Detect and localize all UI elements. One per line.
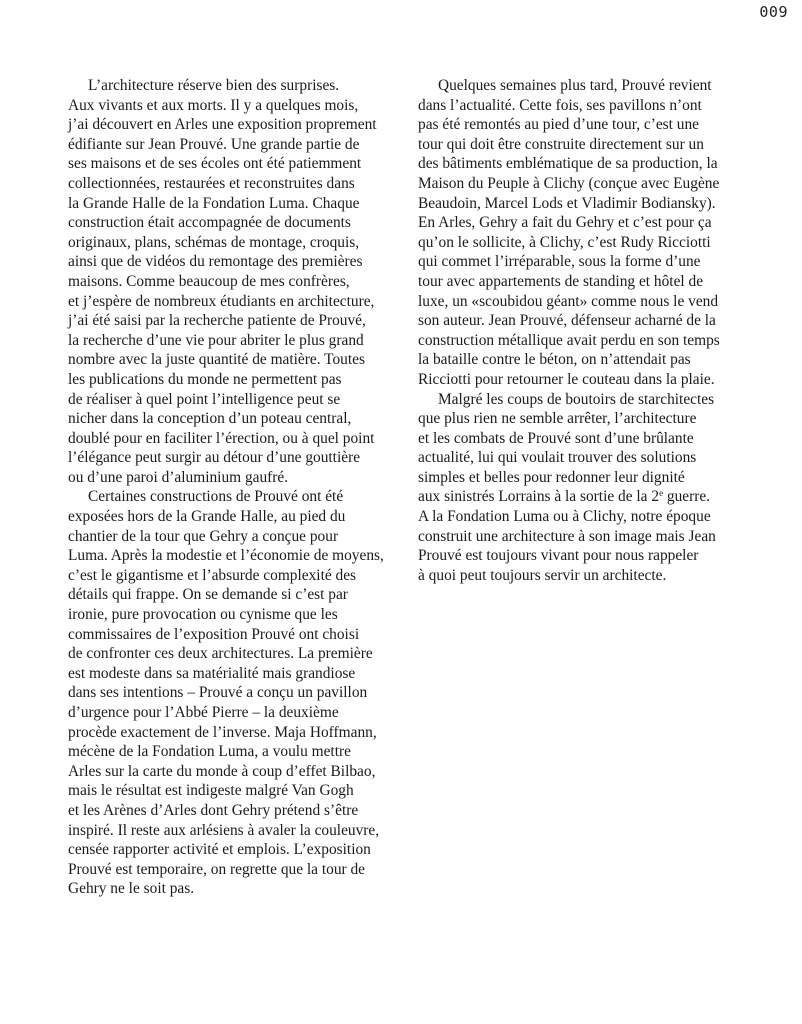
text-line: construction métallique avait perdu en son temps [418, 331, 720, 349]
text-line: est modeste dans sa matérialité mais grandiose [68, 664, 356, 682]
text-line: édifiante sur Jean Prouvé. Une grande partie de [68, 135, 360, 153]
text-line: des bâtiments emblématique de sa production, la [418, 155, 718, 173]
text-line: ou d’une paroi d’aluminium gaufré. [68, 468, 289, 486]
text-line: les publications du monde ne permettent pas [68, 370, 342, 388]
text-line: mécène de la Fondation Luma, a voulu mettre [68, 743, 351, 761]
text-line: de confronter ces deux architectures. La première [68, 645, 373, 663]
text-line: pas été remontés au pied d’une tour, c’est une [418, 116, 700, 134]
text-line: tour avec appartements de standing et hôtel de [418, 272, 704, 290]
text-line: Certaines constructions de Prouvé ont été [88, 488, 344, 506]
text-line: l’élégance peut surgir au détour d’une gouttière [68, 449, 361, 467]
text-line: Beaudoin, Marcel Lods et Vladimir Bodiansky). [418, 194, 716, 212]
superscript: e [659, 488, 664, 499]
text-line: L’architecture réserve bien des surprises. [88, 77, 340, 94]
text-line: simples et belles pour redonner leur dignité [418, 468, 685, 486]
left-text-column [68, 76, 408, 899]
text-line: inspiré. Il reste aux arlésiens à avaler la couleuvre, [68, 821, 380, 839]
text-line: et les combats de Prouvé sont d’une brûlante [418, 429, 694, 447]
text-line: son auteur. Jean Prouvé, défenseur acharné de la [418, 312, 716, 330]
text-line: la bataille contre le béton, on n’attendait pas [418, 351, 691, 369]
text-line: qui commet l’irréparable, sous la forme d’une [418, 253, 701, 271]
text-line: exposées hors de la Grande Halle, au pied du [68, 508, 346, 526]
text-line: de réaliser à quel point l’intelligence peut se [68, 390, 341, 408]
text-line: Arles sur la carte du monde à coup d’effet Bilbao, [68, 762, 376, 780]
text-line: maisons. Comme beaucoup de mes confrères, [68, 272, 350, 290]
text-line: Ricciotti pour retourner le couteau dans la plaie. [418, 370, 715, 388]
text-line: construit une architecture à son image mais Jean [418, 527, 716, 545]
text-line: la Grande Halle de la Fondation Luma. Chaque [68, 194, 360, 212]
text-line: En Arles, Gehry a fait du Gehry et c’est pour ça [418, 214, 712, 232]
text-line: j’ai été saisi par la recherche patiente de Prouvé, [68, 312, 366, 330]
text-line: doublé pour en faciliter l’érection, ou à quel point [68, 429, 375, 447]
text-line: censée rapporter activité et emplois. L’exposition [68, 841, 371, 859]
text-line: ironie, pure provocation ou cynisme que les [68, 606, 338, 624]
text-line: qu’on le sollicite, à Clichy, c’est Rudy Ricciotti [418, 233, 711, 251]
text-line: la recherche d’une vie pour abriter le plus grand [68, 331, 364, 349]
text-line: Gehry ne le soit pas. [68, 880, 195, 898]
text-line: mais le résultat est indigeste malgré Van Gogh [68, 782, 354, 800]
text-line: tour qui doit être construite directement sur un [418, 135, 704, 153]
text-line: c’est le gigantisme et l’absurde complexité des [68, 566, 357, 584]
text-line: Prouvé est temporaire, on regrette que la tour de [68, 860, 366, 878]
text-line [418, 487, 768, 507]
text-line: Luma. Après la modestie et l’économie de moyens, [68, 547, 384, 565]
text-line: construction était accompagnée de documents [68, 214, 351, 232]
text-line: commissaires de l’exposition Prouvé ont choisi [68, 625, 360, 643]
text-line: Prouvé est toujours vivant pour nous rappeler [418, 547, 699, 565]
text-line: à quoi peut toujours servir un architecte. [418, 566, 667, 584]
text-line-segment: aux sinistrés Lorrains à la sortie de la 2 [418, 488, 660, 506]
text-line: actualité, lui qui voulait trouver des solutions [418, 449, 697, 467]
text-line: procède exactement de l’inverse. Maja Hoffmann, [68, 723, 377, 741]
text-line: et les Arènes d’Arles dont Gehry prétend s’être [68, 801, 359, 819]
text-line: j’ai découvert en Arles une exposition proprement [68, 116, 377, 134]
text-line: nicher dans la conception d’un poteau central, [68, 410, 352, 428]
text-line: originaux, plans, schémas de montage, croquis, [68, 233, 360, 251]
text-line: nombre avec la juste quantité de matière. Toutes [68, 351, 365, 369]
text-line: Aux vivants et aux morts. Il y a quelques mois, [68, 96, 359, 114]
text-line: que plus rien ne semble arrêter, l’architecture [418, 410, 697, 428]
text-line: collectionnées, restaurées et reconstruites dans [68, 174, 355, 192]
text-line: détails qui frappe. On se demande si c’est par [68, 586, 348, 604]
text-line: Malgré les coups de boutoirs de starchitectes [438, 390, 715, 408]
text-line: dans l’actualité. Cette fois, ses pavillons n’ont [418, 96, 702, 114]
text-line: Quelques semaines plus tard, Prouvé revient [438, 77, 712, 94]
text-line: chantier de la tour que Gehry a conçue pour [68, 527, 339, 545]
text-line: Maison du Peuple à Clichy (conçue avec Eugène [418, 174, 720, 192]
text-line: et j’espère de nombreux étudiants en architecture, [68, 292, 375, 310]
right-text-column [418, 76, 768, 585]
text-line: ses maisons et de ses écoles ont été patiemment [68, 155, 362, 173]
text-line: ainsi que de vidéos du remontage des premières [68, 253, 363, 271]
text-line: luxe, un «scoubidou géant» comme nous le vend [418, 292, 719, 310]
text-line: d’urgence pour l’Abbé Pierre – la deuxième [68, 704, 339, 721]
page-number: 009 [759, 3, 788, 21]
text-line-segment: guerre. [663, 488, 711, 506]
text-line: A la Fondation Luma ou à Clichy, notre époque [418, 508, 711, 526]
text-line: dans ses intentions – Prouvé a conçu un pavillon [68, 684, 368, 702]
